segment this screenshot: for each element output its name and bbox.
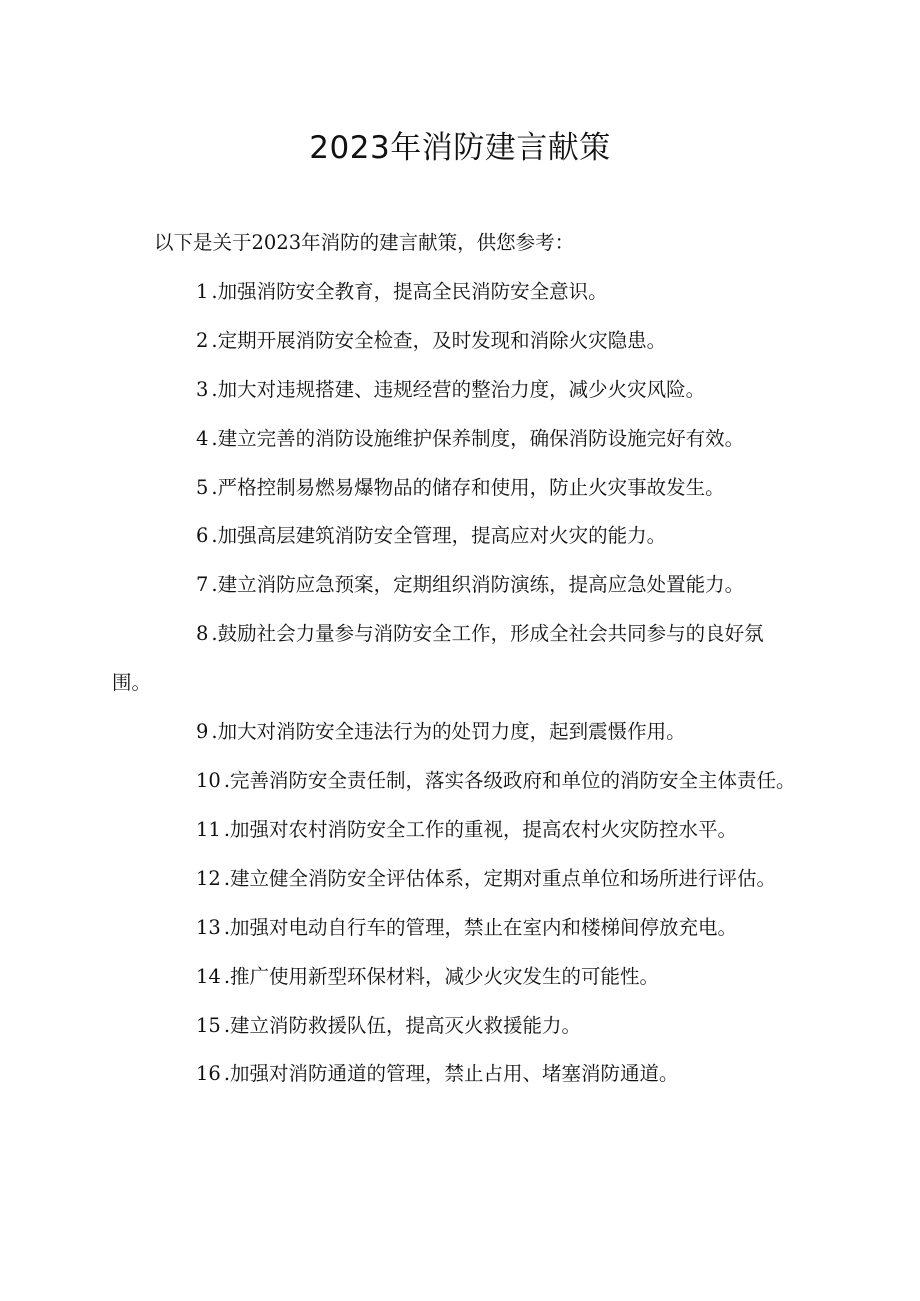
list-item [112, 366, 800, 415]
list-item [112, 1050, 800, 1099]
item-number: 1 [196, 279, 209, 303]
list-item [112, 464, 800, 513]
list-item [112, 415, 800, 464]
item-number: 9 [196, 720, 209, 744]
item-number: 2 [196, 328, 209, 352]
list-item [112, 904, 800, 953]
list-item [112, 855, 800, 904]
item-number: 6 [196, 524, 209, 548]
document-body [112, 219, 800, 1099]
item-text: .建立完善的消防设施维护保养制度，确保消防设施完好有效。 [211, 426, 745, 450]
item-number: 4 [196, 426, 209, 450]
item-text: .加大对违规搭建、违规经营的整治力度，减少火灾风险。 [211, 377, 706, 401]
item-text: .推广使用新型环保材料，减少火灾发生的可能性。 [223, 964, 660, 988]
list-item [112, 708, 800, 757]
list-item [112, 561, 800, 610]
list-item [112, 512, 800, 561]
item-text: .完善消防安全责任制，落实各级政府和单位的消防安全主体责任。 [223, 768, 796, 792]
list-item [112, 610, 800, 708]
page-title: 2023年消防建言献策 [309, 130, 611, 166]
item-number: 15 [196, 1013, 221, 1037]
item-number: 14 [196, 964, 221, 988]
item-text: .加强对农村消防安全工作的重视，提高农村火灾防控水平。 [223, 817, 738, 841]
list-item [112, 317, 800, 366]
item-text: .鼓励社会力量参与消防安全工作，形成全社会共同参与的良好氛围。 [112, 622, 764, 695]
item-number: 8 [196, 622, 209, 646]
item-number: 10 [196, 768, 221, 792]
list-item [112, 953, 800, 1002]
item-text: .建立消防救援队伍，提高灭火救援能力。 [223, 1013, 582, 1037]
item-text: .建立健全消防安全评估体系，定期对重点单位和场所进行评估。 [223, 866, 777, 890]
item-number: 16 [196, 1062, 221, 1086]
item-number: 12 [196, 866, 221, 890]
item-text: .加大对消防安全违法行为的处罚力度，起到震慑作用。 [211, 720, 686, 744]
item-text: .加强对电动自行车的管理，禁止在室内和楼梯间停放充电。 [223, 915, 738, 939]
item-text: .严格控制易燃易爆物品的储存和使用，防止火灾事故发生。 [211, 475, 725, 499]
item-text: .加强高层建筑消防安全管理，提高应对火灾的能力。 [211, 524, 667, 548]
list-item [112, 806, 800, 855]
item-text: .加强消防安全教育，提高全民消防安全意识。 [211, 279, 608, 303]
item-text: .定期开展消防安全检查，及时发现和消除火灾隐患。 [211, 328, 667, 352]
list-item [112, 757, 800, 806]
item-number: 3 [196, 377, 209, 401]
item-number: 13 [196, 915, 221, 939]
list-item [112, 1002, 800, 1051]
item-number: 5 [196, 475, 209, 499]
item-text: .加强对消防通道的管理，禁止占用、堵塞消防通道。 [223, 1062, 679, 1086]
item-number: 7 [196, 573, 209, 597]
list-item [112, 268, 800, 317]
item-text: .建立消防应急预案，定期组织消防演练，提高应急处置能力。 [211, 573, 745, 597]
item-number: 11 [196, 817, 221, 841]
intro-paragraph: 以下是关于2023年消防的建言献策，供您参考： [154, 231, 575, 254]
